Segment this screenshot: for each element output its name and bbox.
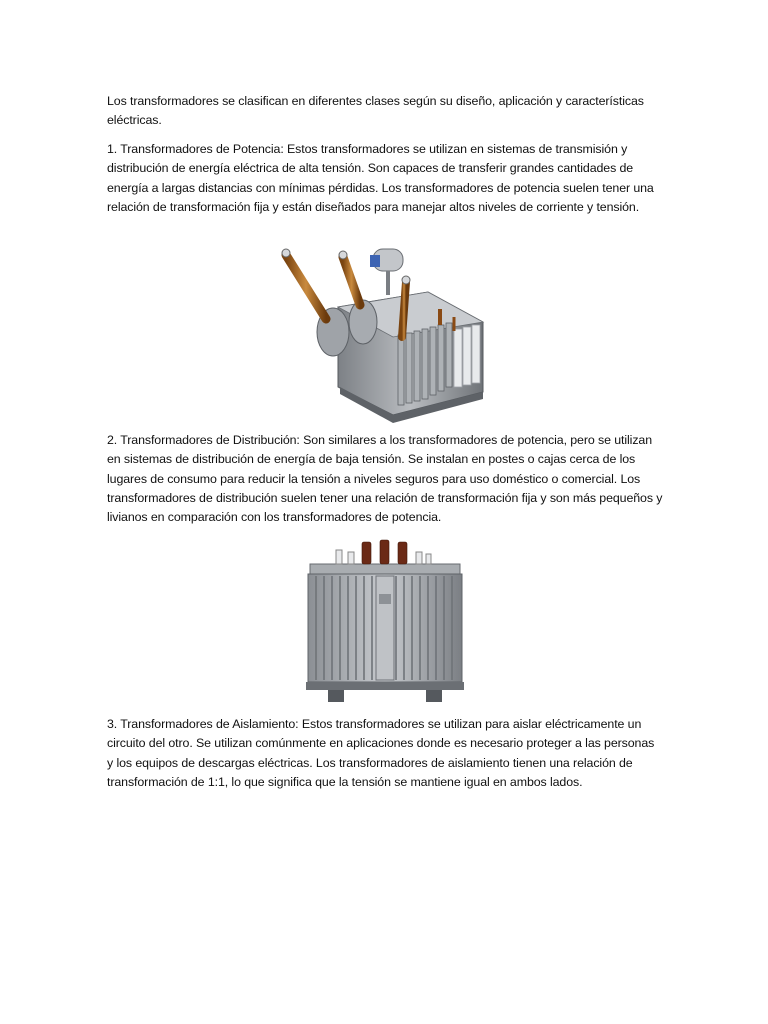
- isolation-transformer-paragraph: 3. Transformadores de Aislamiento: Estos transformadores se utilizan para aislar eléctricamente un circuito del otro. Se utilizan comúnmente en aplicaciones donde es necesario proteger a las personas y los equipos de descargas eléctricas. Los transformadores de aislamiento tienen una relación de transformación de 1:1, lo que significa que la tensión se mantiene igual en ambos lados.: [107, 717, 655, 789]
- power-transformer-illustration: [278, 237, 492, 423]
- distribution-transformer-paragraph: 2. Transformadores de Distribución: Son similares a los transformadores de potencia, pero se utilizan en sistemas de distribución de energía de baja tensión. Se instalan en postes o cajas cerca de los lugares de consumo para reducir la tensión a niveles seguros para uso doméstico o comercial. Los transformadores de distribución suelen tener una relación de transformación fija y son más pequeños y livianos en comparación con los transformadores de potencia.: [107, 433, 663, 525]
- intro-paragraph: Los transformadores se clasifican en diferentes clases según su diseño, aplicación y características eléctricas.: [107, 94, 644, 128]
- power-transformer-paragraph: 1. Transformadores de Potencia: Estos transformadores se utilizan en sistemas de transmisión y distribución de energía eléctrica de alta tensión. Son capaces de transferir grandes cantidades de energía a largas distancias con mínimas pérdidas. Los transformadores de potencia suelen tener una relación de transformación fija y están diseñados para manejar altos niveles de corriente y tensión.: [107, 142, 654, 214]
- distribution-transformer-illustration: [298, 536, 474, 704]
